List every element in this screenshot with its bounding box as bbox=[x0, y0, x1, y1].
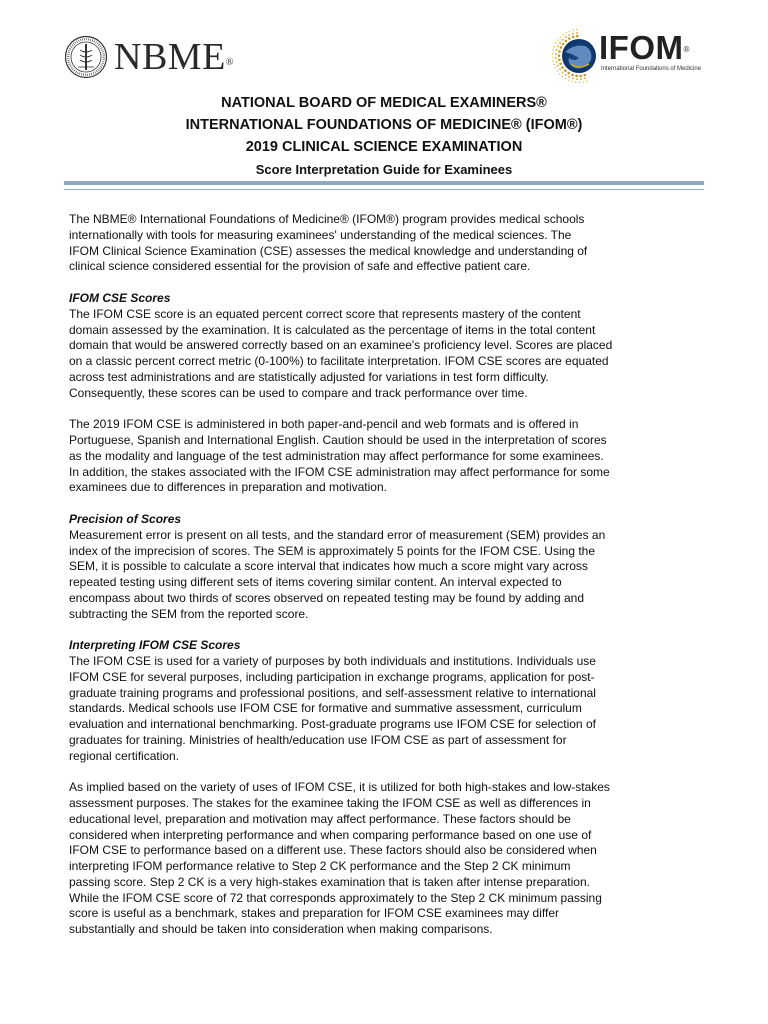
logo-dot bbox=[556, 49, 558, 51]
paragraph-line: Measurement error is present on all tests, and the standard error of measurement (SEM) provides an bbox=[69, 527, 606, 542]
document-header bbox=[0, 92, 768, 181]
paragraph-line: educational level, preparation and motivation may affect performance. These factors should be bbox=[69, 811, 571, 826]
paragraph-line: examinees due to differences in preparation and motivation. bbox=[69, 480, 387, 495]
paragraph-line: Consequently, these scores can be used to compare and track performance over time. bbox=[69, 385, 528, 400]
section-paragraph bbox=[69, 417, 709, 496]
logo-dot bbox=[565, 78, 566, 79]
paragraph-line: domain that would be answered correctly based on an examinee's proficiency level. Scores are placed bbox=[69, 338, 613, 353]
ifom-tagline: International Foundations of Medicine bbox=[601, 66, 702, 72]
section-paragraph bbox=[69, 654, 709, 764]
paragraph-line: as the modality and language of the test administration may affect performance for some examinees. bbox=[69, 448, 604, 463]
header-line-2: INTERNATIONAL FOUNDATIONS OF MEDICINE® (IFOM®) bbox=[185, 117, 583, 133]
logo-dot bbox=[579, 82, 580, 83]
logo-dot bbox=[579, 75, 582, 78]
logo-dot bbox=[560, 46, 563, 49]
logo-dot bbox=[584, 77, 586, 79]
logo-dot bbox=[562, 34, 563, 35]
document-body bbox=[69, 212, 709, 938]
paragraph-line: standards. Medical schools use IFOM CSE for formative and summative assessment, curriculum bbox=[69, 701, 582, 716]
paragraph-gap bbox=[69, 764, 709, 780]
paragraph-line: The IFOM CSE score is an equated percent correct score that represents mastery of the content bbox=[69, 306, 581, 321]
logo-dot bbox=[554, 46, 555, 47]
logo-dot bbox=[553, 64, 554, 65]
logo-dot bbox=[572, 36, 575, 39]
logo-dot bbox=[568, 76, 570, 78]
nbme-wordmark: NBME® bbox=[114, 36, 234, 78]
logo-dot bbox=[555, 53, 557, 55]
ifom-logo bbox=[545, 24, 705, 84]
logo-dot bbox=[576, 29, 577, 30]
section-paragraph bbox=[69, 528, 709, 623]
logo-dot bbox=[572, 77, 574, 79]
logo-dot bbox=[555, 57, 557, 59]
section-heading: Precision of Scores bbox=[69, 512, 182, 526]
paragraph-line: evaluation and international benchmarking. Post-graduate programs use IFOM CSE for selection of bbox=[69, 717, 596, 731]
paragraph-line: considered when interpreting performance and when comparing performance based on one use of bbox=[69, 827, 592, 842]
paragraph-line: repeated testing using different sets of items covering similar content. An interval expected to bbox=[69, 575, 562, 589]
section-paragraph bbox=[69, 307, 709, 402]
paragraph-line: Portuguese, Spanish and International English. Caution should be used in the interpretation of scores bbox=[69, 433, 607, 447]
paragraph-line: interpreting IFOM performance relative to Step 2 CK performance and the Step 2 CK minimum bbox=[69, 859, 571, 873]
paragraph-line: As implied based on the variety of uses of IFOM CSE, it is utilized for both high-stakes and low-stakes bbox=[69, 780, 610, 795]
section-paragraph bbox=[69, 212, 709, 275]
logo-dot bbox=[556, 61, 558, 63]
paragraph-line: substantially and should be taken into consideration when making comparisons. bbox=[69, 922, 493, 936]
paragraph-line: score is useful as a benchmark, stakes and preparation for IFOM CSE examinees may differ bbox=[69, 906, 559, 921]
ifom-globe-icon bbox=[545, 24, 601, 84]
paragraph-line: graduates for training. Ministries of health/education use IFOM CSE as part of assessment for bbox=[69, 732, 567, 747]
logo-dot bbox=[552, 60, 553, 61]
paragraph-line: internationally with tools for measuring examinees' understanding of the medical sciences. The bbox=[69, 227, 572, 242]
logo-dot bbox=[576, 35, 579, 38]
logo-dot bbox=[558, 59, 561, 62]
logo-dot bbox=[584, 74, 587, 77]
header-line-1: NATIONAL BOARD OF MEDICAL EXAMINERS® bbox=[221, 95, 547, 111]
paragraph-line: passing score. Step 2 CK is a very high-stakes examination that is taken after intense preparation. bbox=[69, 874, 590, 889]
header-line-3: 2019 CLINICAL SCIENCE EXAMINATION bbox=[245, 139, 523, 155]
header-rule-thin bbox=[64, 189, 704, 190]
logo-dot bbox=[565, 40, 568, 43]
paragraph-line: regional certification. bbox=[69, 748, 180, 763]
paragraph-line: subtracting the SEM from the reported score. bbox=[69, 606, 309, 621]
logo-dot bbox=[559, 73, 560, 74]
paragraph-line: The IFOM CSE is used for a variety of purposes by both individuals and institutions. Individuals use bbox=[69, 654, 596, 668]
logo-dot bbox=[562, 39, 564, 41]
logo-dot bbox=[571, 74, 574, 77]
logo-dot bbox=[557, 70, 558, 71]
paragraph-line: IFOM CSE for several purposes, including participation in exchange programs, application for post- bbox=[69, 669, 595, 684]
logo-dot bbox=[558, 50, 561, 53]
nbme-logo bbox=[64, 35, 234, 79]
logo-dot bbox=[558, 54, 561, 57]
logo-dot bbox=[559, 68, 561, 70]
logo-dot bbox=[559, 63, 562, 66]
paragraph-line: IFOM Clinical Science Examination (CSE) assesses the medical knowledge and understanding of bbox=[69, 243, 588, 258]
paragraph-line: SEM, it is possible to calculate a score interval that indicates how much a score might vary across bbox=[69, 559, 588, 574]
paragraph-gap bbox=[69, 622, 709, 638]
logo-dot bbox=[576, 78, 578, 80]
paragraph-gap bbox=[69, 496, 709, 512]
logo-dot bbox=[555, 67, 556, 68]
logo-dot bbox=[572, 81, 573, 82]
paragraph-gap bbox=[69, 275, 709, 291]
logo-dot bbox=[565, 36, 567, 38]
paragraph-line: on a classic percent correct metric (0-100%) to facilitate interpretation. IFOM CSE scores are equated bbox=[69, 354, 609, 368]
logo-dot bbox=[564, 69, 567, 72]
logo-dot bbox=[568, 34, 570, 36]
logo-dot bbox=[566, 32, 567, 33]
paragraph-line: graduate training programs and professional positions, and self-assessment relative to international bbox=[69, 685, 596, 700]
paragraph-line: In addition, the stakes associated with the IFOM CSE administration may affect performance for some bbox=[69, 464, 610, 479]
logo-dot bbox=[582, 81, 583, 82]
logo-dot bbox=[572, 30, 573, 31]
logo-dot bbox=[580, 78, 582, 80]
logo-dot bbox=[559, 42, 561, 44]
nbme-seal-icon bbox=[64, 35, 108, 79]
logo-dot bbox=[567, 72, 570, 75]
logo-dot bbox=[575, 75, 578, 78]
ifom-wordmark: IFOM® bbox=[599, 29, 690, 66]
logo-dot bbox=[565, 74, 567, 76]
logo-dot bbox=[586, 81, 587, 82]
header-rule-thick bbox=[64, 181, 704, 185]
header-subtitle: Score Interpretation Guide for Examinees bbox=[255, 162, 513, 177]
paragraph-line: encompass about two thirds of scores observed on repeated testing may be found by adding and bbox=[69, 590, 584, 605]
logo-dot bbox=[568, 37, 571, 40]
logo-dot bbox=[553, 49, 554, 50]
logo-dot bbox=[572, 33, 574, 35]
logo-dot bbox=[555, 43, 556, 44]
paragraph-line: clinical science considered essential for the provision of safe and effective patient care. bbox=[69, 259, 531, 274]
logo-dot bbox=[575, 82, 576, 83]
paragraph-line: IFOM CSE to performance based on a different use. These factors should also be considered when bbox=[69, 843, 597, 858]
section-paragraph bbox=[69, 780, 709, 938]
logo-dot bbox=[552, 53, 553, 54]
logo-dot bbox=[561, 66, 564, 69]
logo-dot bbox=[562, 71, 564, 73]
logo-dot bbox=[557, 39, 558, 40]
logo-row bbox=[0, 0, 768, 90]
logo-dot bbox=[568, 80, 569, 81]
logo-dot bbox=[562, 76, 563, 77]
paragraph-line: The 2019 IFOM CSE is administered in both paper-and-pencil and web formats and is offered in bbox=[69, 417, 579, 432]
logo-dot bbox=[576, 32, 578, 34]
section-heading: Interpreting IFOM CSE Scores bbox=[69, 638, 241, 653]
paragraph-line: The NBME® International Foundations of Medicine® (IFOM®) program provides medical schools bbox=[69, 212, 585, 226]
paragraph-line: assessment purposes. The stakes for the examinee taking the IFOM CSE as well as differences in bbox=[69, 796, 591, 810]
logo-dot bbox=[552, 57, 553, 58]
paragraph-line: index of the imprecision of scores. The SEM is approximately 5 points for the IFOM CSE. Using the bbox=[69, 543, 596, 558]
paragraph-line: domain assessed by the examination. It is calculated as the percentage of items in the total content bbox=[69, 322, 596, 337]
paragraph-line: across test administrations and are statistically adjusted for variations in test form difficulty. bbox=[69, 369, 549, 384]
logo-dot bbox=[562, 43, 565, 46]
section-heading: IFOM CSE Scores bbox=[69, 291, 171, 305]
paragraph-line: While the IFOM CSE score of 72 that corresponds approximately to the Step 2 CK minimum passing bbox=[69, 890, 602, 905]
logo-dot bbox=[569, 31, 570, 32]
paragraph-gap bbox=[69, 401, 709, 417]
logo-dot bbox=[560, 37, 561, 38]
logo-dot bbox=[557, 65, 559, 67]
logo-dot bbox=[557, 45, 559, 47]
